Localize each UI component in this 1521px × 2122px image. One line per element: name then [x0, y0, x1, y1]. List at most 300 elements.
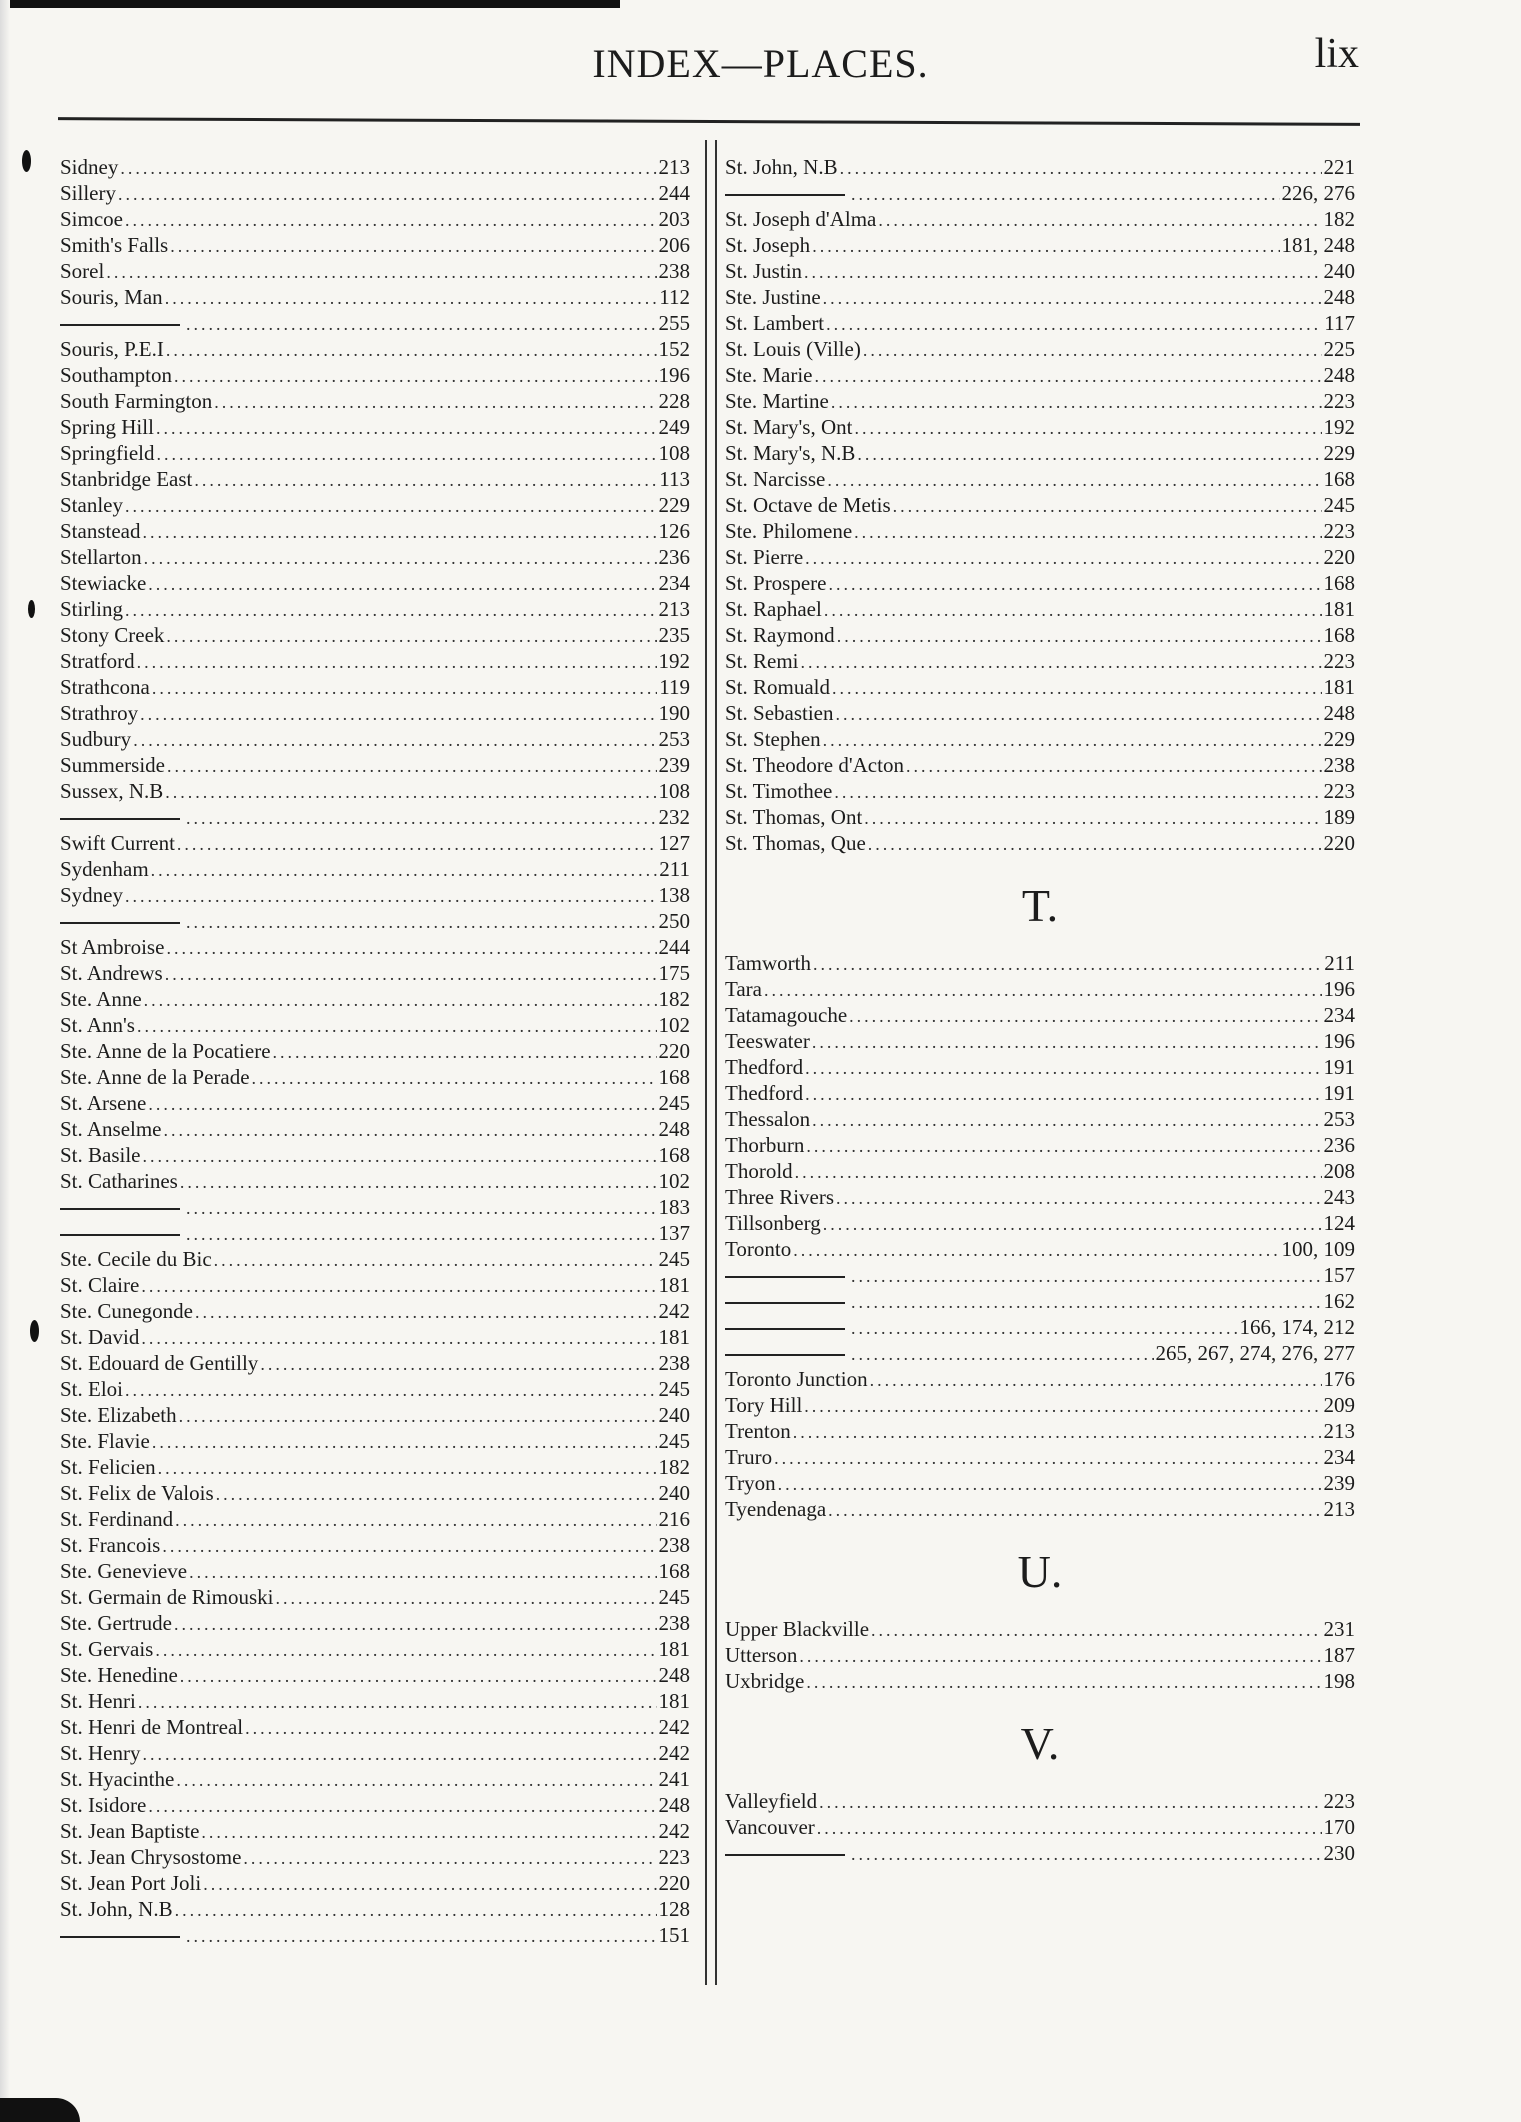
- entry-name: [725, 1158, 793, 1184]
- index-entry: [725, 1840, 1355, 1866]
- entry-name-text: St. Stephen: [725, 727, 821, 751]
- entry-pages: 191: [1323, 1081, 1355, 1105]
- entry-name: [60, 1480, 214, 1506]
- entry-name-text: Southampton: [60, 363, 173, 387]
- entry-name-text: Thessalon: [725, 1107, 811, 1131]
- dot-leader: [837, 623, 1322, 649]
- dot-leader: [764, 977, 1322, 1003]
- entry-name: [725, 518, 852, 544]
- dot-leader: [863, 337, 1322, 363]
- entry-name-text: St. John, N.B: [725, 155, 838, 179]
- entry-pages: 238: [658, 1351, 690, 1375]
- index-entry: [725, 1080, 1355, 1106]
- dot-leader: [174, 363, 656, 389]
- entry-name-text: St. Remi: [725, 649, 799, 673]
- entry-name-text: Sydenham: [60, 857, 149, 881]
- entry-name: [60, 986, 142, 1012]
- entry-pages: 168: [658, 1065, 690, 1089]
- index-entry: [60, 1090, 690, 1116]
- entry-name: [60, 544, 142, 570]
- entry-name: [60, 1844, 241, 1870]
- dot-leader: [152, 675, 657, 701]
- entry-name-text: St. Joseph: [725, 233, 811, 257]
- index-entry: [60, 388, 690, 414]
- index-entry: [60, 154, 690, 180]
- dot-leader: [871, 1617, 1321, 1643]
- entry-name-text: St. Catharines: [60, 1169, 178, 1193]
- index-entry: [725, 414, 1355, 440]
- entry-name: [725, 310, 824, 336]
- entry-name: [725, 492, 891, 518]
- index-entry: [60, 284, 690, 310]
- dot-leader: [151, 857, 658, 883]
- dot-leader: [826, 311, 1322, 337]
- entry-pages: 112: [659, 285, 690, 309]
- entry-name-text: St. Felicien: [60, 1455, 156, 1479]
- dot-leader: [179, 1403, 657, 1429]
- entry-name-text: St. Lambert: [725, 311, 825, 335]
- entry-name-text: St. Raymond: [725, 623, 835, 647]
- entry-name-text: Souris, P.E.I: [60, 337, 164, 361]
- entry-name-text: St. Ann's: [60, 1013, 135, 1037]
- entry-pages: 240: [1323, 259, 1355, 283]
- index-entry: [60, 1766, 690, 1792]
- entry-pages: 203: [658, 207, 690, 231]
- dot-leader: [143, 1741, 657, 1767]
- entry-name: [60, 154, 118, 180]
- dot-leader: [827, 467, 1321, 493]
- entry-pages: 234: [1323, 1445, 1355, 1469]
- index-entry: [725, 440, 1355, 466]
- index-entry: [725, 206, 1355, 232]
- index-entry: [60, 648, 690, 674]
- entry-name-text: Sussex, N.B: [60, 779, 164, 803]
- dot-leader: [148, 1091, 656, 1117]
- scan-edge-left: [0, 0, 10, 2122]
- entry-pages: 232: [658, 805, 690, 829]
- dot-leader: [120, 155, 656, 181]
- ditto-dash: [725, 1302, 845, 1304]
- dot-leader: [793, 1419, 1322, 1445]
- entry-pages: 244: [658, 935, 690, 959]
- entry-name: [60, 1272, 139, 1298]
- entry-name: [60, 1402, 177, 1428]
- entry-name: [725, 258, 802, 284]
- dot-leader: [851, 181, 1280, 207]
- entry-name: [60, 206, 123, 232]
- entry-name-text: Stratford: [60, 649, 135, 673]
- entry-name: [725, 976, 762, 1002]
- dot-leader: [166, 935, 656, 961]
- entry-name: [725, 804, 862, 830]
- index-entry: [725, 1106, 1355, 1132]
- entry-pages: 242: [658, 1299, 690, 1323]
- entry-pages: 162: [1323, 1289, 1355, 1313]
- entry-name-text: Tamworth: [725, 951, 812, 975]
- entry-name-text: Stony Creek: [60, 623, 165, 647]
- entry-name-text: Upper Blackville: [725, 1617, 870, 1641]
- index-entry: [725, 1184, 1355, 1210]
- entry-pages: 221: [1323, 155, 1355, 179]
- dot-leader: [795, 1159, 1322, 1185]
- ink-blot: [28, 600, 35, 618]
- index-entry: [725, 518, 1355, 544]
- dot-leader: [824, 597, 1322, 623]
- index-entry: [60, 882, 690, 908]
- dot-leader: [774, 1445, 1321, 1471]
- entry-name-text: St. Thomas, Ont: [725, 805, 863, 829]
- entry-name: [725, 1028, 810, 1054]
- entry-name: [60, 1168, 178, 1194]
- entry-pages: 220: [658, 1039, 690, 1063]
- entry-pages: 216: [658, 1507, 690, 1531]
- index-entry: [725, 1616, 1355, 1642]
- entry-name: [725, 1642, 797, 1668]
- dot-leader: [806, 1669, 1321, 1695]
- scan-edge-top: [0, 0, 620, 8]
- ink-blot: [30, 1320, 39, 1342]
- index-entry: [60, 232, 690, 258]
- entry-name: [725, 388, 829, 414]
- entry-name-text: Ste. Anne de la Perade: [60, 1065, 250, 1089]
- index-entry: [725, 648, 1355, 674]
- ditto-dash: [60, 818, 180, 820]
- index-entry: [60, 466, 690, 492]
- index-entry: [60, 1792, 690, 1818]
- dot-leader: [805, 545, 1321, 571]
- entry-name-text: St. Henri de Montreal: [60, 1715, 244, 1739]
- entry-name-text: St. Jean Port Joli: [60, 1871, 202, 1895]
- dot-leader: [878, 207, 1321, 233]
- index-entry: [725, 1366, 1355, 1392]
- right-column: [725, 154, 1355, 1866]
- entry-pages: 220: [1323, 545, 1355, 569]
- entry-name-text: Strathroy: [60, 701, 139, 725]
- entry-pages: 231: [1323, 1617, 1355, 1641]
- index-entry: [60, 362, 690, 388]
- index-entry: [60, 414, 690, 440]
- entry-pages: 241: [658, 1767, 690, 1791]
- index-entry: [60, 1922, 690, 1948]
- entry-name-text: Stanbridge East: [60, 467, 193, 491]
- entry-name: [60, 596, 123, 622]
- section-heading-u: U.: [1017, 1546, 1063, 1597]
- dot-leader: [106, 259, 656, 285]
- entry-pages: 208: [1323, 1159, 1355, 1183]
- entry-name: [60, 856, 149, 882]
- ditto-dash: [60, 922, 180, 924]
- entry-name-text: Ste. Martine: [725, 389, 829, 413]
- dot-leader: [906, 753, 1322, 779]
- entry-name-text: Three Rivers: [725, 1185, 835, 1209]
- index-entry: [725, 1158, 1355, 1184]
- dot-leader: [186, 1221, 657, 1247]
- entry-pages: 225: [1323, 337, 1355, 361]
- entry-name-text: Summerside: [60, 753, 165, 777]
- entry-name-text: Stirling: [60, 597, 124, 621]
- entry-name-text: St. Thomas, Que: [725, 831, 866, 855]
- entry-name: [60, 1558, 187, 1584]
- dot-leader: [851, 1315, 1238, 1341]
- dot-leader: [175, 1507, 656, 1533]
- entry-name-text: St. Germain de Rimouski: [60, 1585, 274, 1609]
- entry-pages: 181: [658, 1273, 690, 1297]
- entry-name-text: Truro: [725, 1445, 773, 1469]
- ditto-dash: [60, 1936, 180, 1938]
- entry-name: [60, 804, 184, 830]
- entry-pages: 229: [658, 493, 690, 517]
- entry-name: [725, 544, 803, 570]
- entry-name: [725, 1106, 810, 1132]
- entry-name: [60, 1246, 212, 1272]
- entry-pages: 245: [658, 1247, 690, 1271]
- index-entry: [725, 1236, 1355, 1262]
- index-entry: [60, 180, 690, 206]
- index-entry: [60, 856, 690, 882]
- dot-leader: [138, 1689, 657, 1715]
- entry-pages: 243: [1323, 1185, 1355, 1209]
- dot-leader: [834, 779, 1321, 805]
- dot-leader: [143, 1143, 657, 1169]
- entry-name-text: Utterson: [725, 1643, 798, 1667]
- index-entry: [725, 1814, 1355, 1840]
- index-entry: [725, 1028, 1355, 1054]
- entry-pages: 220: [1323, 831, 1355, 855]
- entry-pages: 229: [1323, 441, 1355, 465]
- index-entry: [60, 1506, 690, 1532]
- entry-name: [60, 1090, 146, 1116]
- dot-leader: [851, 1289, 1322, 1315]
- entry-name-text: Thorold: [725, 1159, 793, 1183]
- dot-leader: [214, 1247, 657, 1273]
- dot-leader: [260, 1351, 656, 1377]
- index-entry: [60, 1688, 690, 1714]
- entry-name: [60, 362, 172, 388]
- entry-pages: 181: [658, 1689, 690, 1713]
- entry-name: [60, 1662, 178, 1688]
- entry-pages: 211: [659, 857, 690, 881]
- index-entry: [60, 1844, 690, 1870]
- entry-pages: 229: [1323, 727, 1355, 751]
- entry-name: [60, 1532, 160, 1558]
- index-entry: [60, 518, 690, 544]
- entry-name-text: Toronto Junction: [725, 1367, 868, 1391]
- entry-pages: 176: [1323, 1367, 1355, 1391]
- entry-name-text: Sillery: [60, 181, 116, 205]
- entry-name: [725, 570, 827, 596]
- index-entry: [725, 674, 1355, 700]
- entry-name: [725, 1814, 815, 1840]
- dot-leader: [167, 753, 657, 779]
- entry-name: [60, 1584, 274, 1610]
- entry-pages: 248: [1323, 701, 1355, 725]
- index-entry: [60, 1298, 690, 1324]
- entry-name-text: Stellarton: [60, 545, 142, 569]
- index-entry: [60, 544, 690, 570]
- entry-name-text: Ste. Elizabeth: [60, 1403, 177, 1427]
- entry-pages: 238: [1323, 753, 1355, 777]
- dot-leader: [864, 805, 1321, 831]
- entry-name-text: St. Henry: [60, 1741, 141, 1765]
- entry-name: [725, 414, 852, 440]
- dot-leader: [812, 1029, 1322, 1055]
- entry-name-text: St. Louis (Ville): [725, 337, 861, 361]
- entry-name-text: St. Octave de Metis: [725, 493, 891, 517]
- entry-pages: 126: [658, 519, 690, 543]
- entry-pages: 249: [658, 415, 690, 439]
- entry-name: [60, 1792, 146, 1818]
- dot-leader: [180, 1169, 657, 1195]
- index-entry: [60, 1376, 690, 1402]
- index-entry: [725, 466, 1355, 492]
- entry-pages: 170: [1323, 1815, 1355, 1839]
- dot-leader: [273, 1039, 657, 1065]
- entry-name: [725, 778, 832, 804]
- entry-name: [60, 336, 164, 362]
- entry-name: [725, 700, 834, 726]
- entry-pages: 157: [1323, 1263, 1355, 1287]
- entry-name: [725, 1314, 849, 1340]
- entry-name-text: Valleyfield: [725, 1789, 818, 1813]
- entry-name: [725, 1392, 802, 1418]
- index-entry: [60, 1038, 690, 1064]
- entry-name-text: St. Basile: [60, 1143, 141, 1167]
- t-list: [725, 950, 1355, 1522]
- dot-leader: [156, 415, 657, 441]
- index-entry: [725, 1788, 1355, 1814]
- dot-leader: [165, 779, 656, 805]
- entry-name: [60, 1454, 156, 1480]
- dot-leader: [125, 207, 657, 233]
- entry-name: [60, 700, 138, 726]
- entry-name: [60, 1870, 201, 1896]
- entry-name: [725, 1080, 803, 1106]
- dot-leader: [144, 545, 657, 571]
- entry-name-text: Stewiacke: [60, 571, 147, 595]
- entry-name-text: Tatamagouche: [725, 1003, 848, 1027]
- entry-name-text: Ste. Anne de la Pocatiere: [60, 1039, 271, 1063]
- entry-pages: 253: [658, 727, 690, 751]
- entry-name: [60, 1064, 250, 1090]
- entry-name: [60, 284, 163, 310]
- index-entry: [60, 1064, 690, 1090]
- entry-pages: 119: [659, 675, 690, 699]
- dot-leader: [813, 951, 1322, 977]
- entry-pages: 238: [658, 1533, 690, 1557]
- index-entry: [60, 206, 690, 232]
- entry-pages: 238: [658, 1611, 690, 1635]
- ditto-dash: [60, 1234, 180, 1236]
- entry-name-text: Stanley: [60, 493, 123, 517]
- entry-name: [60, 310, 184, 336]
- index-entry: [60, 1636, 690, 1662]
- dot-leader: [157, 441, 657, 467]
- column-divider: [705, 140, 717, 1985]
- entry-name: [60, 830, 175, 856]
- index-entry: [725, 1340, 1355, 1366]
- entry-pages: 181: [1323, 675, 1355, 699]
- index-entry: [60, 830, 690, 856]
- entry-name-text: St. John, N.B: [60, 1897, 173, 1921]
- entry-name-text: Tryon: [725, 1471, 776, 1495]
- entry-name: [60, 882, 123, 908]
- dot-leader: [840, 155, 1322, 181]
- section-heading-v: V.: [1020, 1718, 1060, 1769]
- entry-name: [60, 570, 146, 596]
- index-entry: [60, 1454, 690, 1480]
- entry-name: [60, 1506, 173, 1532]
- entry-pages: 168: [658, 1559, 690, 1583]
- dot-leader: [152, 1429, 657, 1455]
- index-entry: [725, 258, 1355, 284]
- entry-name: [60, 726, 131, 752]
- index-entry: [725, 1210, 1355, 1236]
- entry-name: [60, 752, 165, 778]
- index-entry: [725, 1054, 1355, 1080]
- dot-leader: [854, 519, 1321, 545]
- entry-name-text: St. Theodore d'Acton: [725, 753, 904, 777]
- entry-pages: 236: [1323, 1133, 1355, 1157]
- entry-pages: 182: [658, 987, 690, 1011]
- index-entry: [725, 492, 1355, 518]
- entry-name: [725, 752, 904, 778]
- index-entry: [60, 778, 690, 804]
- entry-pages: 223: [1323, 649, 1355, 673]
- entry-name: [60, 1922, 184, 1948]
- dot-leader: [245, 1715, 656, 1741]
- index-entry: [60, 752, 690, 778]
- dot-leader: [155, 1637, 656, 1663]
- index-entry: [725, 1392, 1355, 1418]
- entry-name: [60, 466, 192, 492]
- entry-pages: 181: [658, 1325, 690, 1349]
- entry-name: [60, 960, 163, 986]
- entry-pages: 181: [1323, 597, 1355, 621]
- ditto-dash: [725, 1276, 845, 1278]
- entry-pages: 255: [658, 311, 690, 335]
- entry-pages: 211: [1324, 951, 1355, 975]
- entry-name: [725, 950, 811, 976]
- dot-leader: [870, 1367, 1322, 1393]
- dot-leader: [148, 1793, 656, 1819]
- index-entry: [725, 752, 1355, 778]
- entry-name-text: St. Mary's, N.B: [725, 441, 856, 465]
- dot-leader: [868, 831, 1322, 857]
- entry-pages: 240: [658, 1403, 690, 1427]
- entry-pages: 223: [1323, 519, 1355, 543]
- entry-name-text: St. Justin: [725, 259, 803, 283]
- dot-leader: [804, 1393, 1321, 1419]
- index-entry: [60, 1480, 690, 1506]
- dot-leader: [793, 1237, 1279, 1263]
- index-entry: [60, 1740, 690, 1766]
- entry-name: [725, 622, 835, 648]
- dot-leader: [125, 1377, 656, 1403]
- index-entry: [725, 336, 1355, 362]
- entry-name-text: Smith's Falls: [60, 233, 169, 257]
- entry-name: [60, 1324, 139, 1350]
- entry-pages: 234: [658, 571, 690, 595]
- entry-pages: 191: [1323, 1055, 1355, 1079]
- entry-name: [725, 1366, 868, 1392]
- entry-name: [725, 726, 821, 752]
- entry-pages: 181: [658, 1637, 690, 1661]
- entry-pages: 248: [1323, 285, 1355, 309]
- entry-pages: 239: [658, 753, 690, 777]
- index-entry: [725, 154, 1355, 180]
- entry-name: [60, 258, 104, 284]
- entry-name: [60, 1350, 258, 1376]
